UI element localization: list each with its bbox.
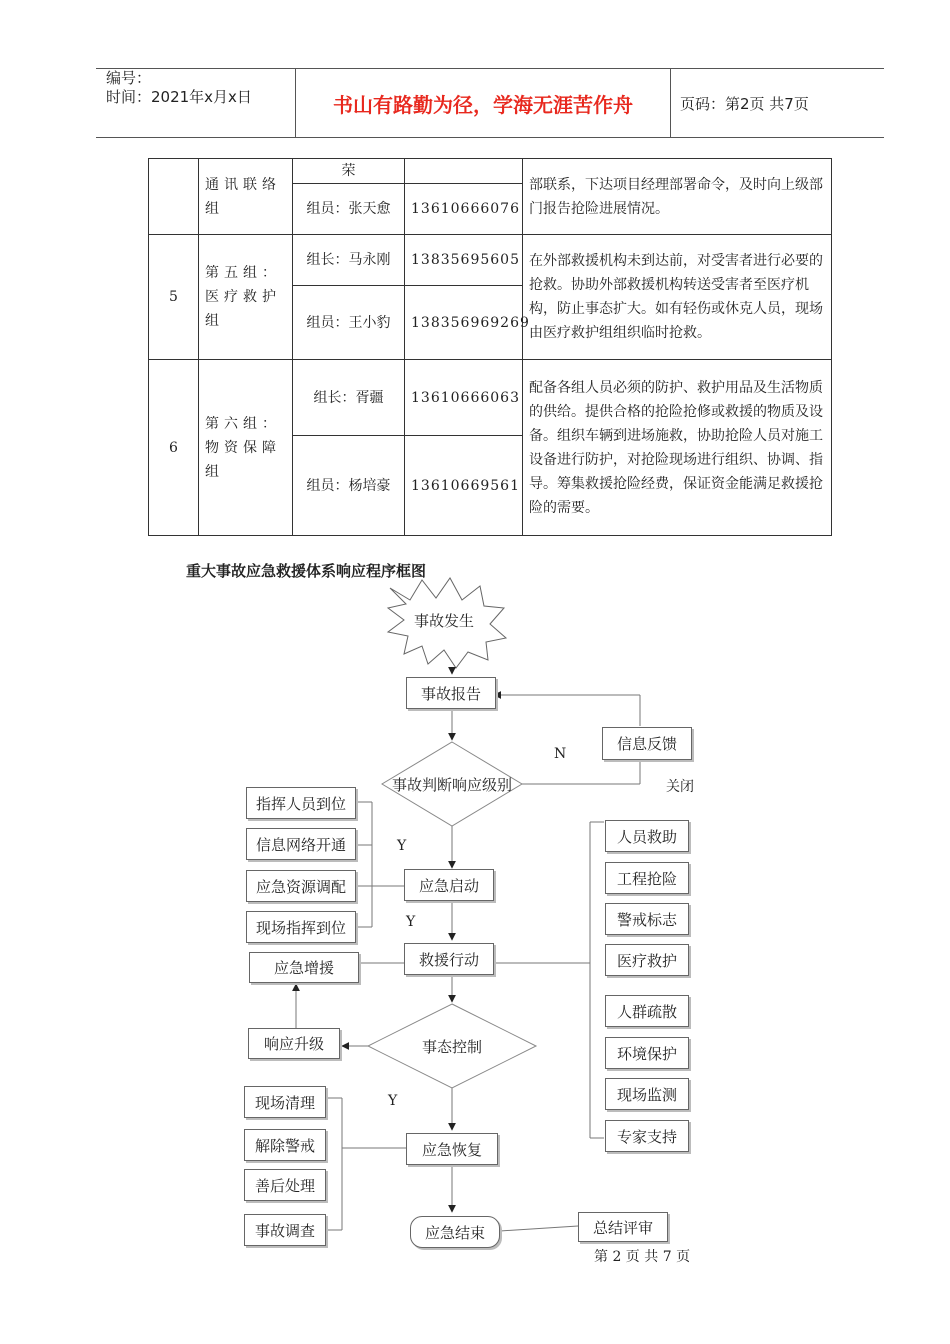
member-name-cell: 组长：胥疆	[293, 360, 405, 436]
emergency-recovery-node: 应急恢复	[406, 1133, 498, 1165]
after-item-investigation: 事故调查	[244, 1214, 326, 1246]
member-name-cell: 荣	[293, 159, 405, 184]
action-item-warning: 警戒标志	[605, 903, 689, 935]
header-motto: 书山有路勤为径，学海无涯苦作舟	[296, 69, 671, 137]
prep-item-resources: 应急资源调配	[246, 870, 356, 902]
action-item-medical: 医疗救护	[605, 944, 689, 976]
situation-control-node: 事态控制	[421, 1037, 482, 1056]
branch-yes-label: Y	[388, 1093, 398, 1109]
emergency-end-node: 应急结束	[410, 1216, 500, 1248]
prep-item-network: 信息网络开通	[246, 828, 356, 860]
prep-item-site-command: 现场指挥到位	[246, 911, 356, 943]
row-number-cell: 6	[149, 360, 199, 536]
branch-yes-label: Y	[397, 838, 407, 854]
member-name-cell: 组员：杨培豪	[293, 436, 405, 536]
branch-yes-label: Y	[406, 914, 416, 930]
member-phone-cell: 13835695605	[405, 235, 523, 286]
response-upgrade-node: 响应升级	[248, 1028, 340, 1059]
after-item-cleanup: 现场清理	[244, 1086, 326, 1118]
reinforcement-node: 应急增援	[249, 952, 359, 983]
member-name-cell: 组员：张天愈	[293, 184, 405, 235]
group-cell: 通讯联络组	[199, 159, 293, 235]
member-phone-cell: 13610666063	[405, 360, 523, 436]
row-number-cell: 5	[149, 235, 199, 360]
group-cell: 第六组：物资保障组	[199, 360, 293, 536]
action-item-evacuation: 人群疏散	[605, 995, 689, 1027]
branch-no-label: N	[554, 746, 567, 762]
prep-item-commanders: 指挥人员到位	[246, 787, 356, 819]
duty-cell: 在外部救援机构未到达前，对受害者进行必要的抢救。协助外部救援机构转送受害者至医疗机构，防止事态扩大。如有轻伤或休克人员，现场由医疗救护组组织临时抢救。	[523, 235, 832, 360]
member-phone-cell: 13610669561	[405, 436, 523, 536]
action-item-environment: 环境保护	[605, 1037, 689, 1069]
group-cell: 第五组：医疗救护组	[199, 235, 293, 360]
member-phone-cell: 13610666076	[405, 184, 523, 235]
member-phone-cell: 138356969269	[405, 286, 523, 360]
after-item-lift-cordon: 解除警戒	[244, 1129, 326, 1161]
action-item-rescue: 人员救助	[605, 820, 689, 852]
emergency-start-node: 应急启动	[404, 869, 494, 901]
code-label: 编号：	[106, 69, 152, 87]
duty-cell: 部联系，下达项目经理部署命令，及时向上级部门报告抢险进展情况。	[523, 159, 832, 235]
flowchart-title: 重大事故应急救援体系响应程序框图	[186, 562, 427, 580]
after-item-aftercare: 善后处理	[244, 1169, 326, 1201]
action-item-experts: 专家支持	[605, 1120, 689, 1152]
action-item-monitoring: 现场监测	[605, 1078, 689, 1110]
close-label: 关闭	[666, 779, 694, 795]
info-feedback-node: 信息反馈	[602, 727, 692, 760]
rescue-action-node: 救援行动	[404, 943, 494, 975]
accident-occurs-node: 事故发生	[413, 611, 474, 630]
duty-cell: 配备各组人员必须的防护、救护用品及生活物质的供给。提供合格的抢险抢修或救援的物质及设备。组织车辆到进场施救，协助抢险人员对施工设备进行防护，对抢险现场进行组织、协调、指导。筹集救援抢险经费，保证资金能满足救援抢险的需要。	[523, 360, 832, 536]
member-name-cell: 组员：王小豹	[293, 286, 405, 360]
summary-review-node: 总结评审	[578, 1212, 668, 1242]
judge-level-node: 事故判断响应级别	[391, 775, 512, 794]
member-name-cell: 组长：马永刚	[293, 235, 405, 286]
time-label: 时间：2021年x月x日	[106, 88, 252, 106]
page-footer: 第 2 页 共 7 页	[594, 1249, 691, 1265]
header-page-info: 页码：第2页 共7页	[680, 94, 809, 113]
accident-report-node: 事故报告	[406, 677, 496, 709]
action-item-engineering: 工程抢险	[605, 862, 689, 894]
